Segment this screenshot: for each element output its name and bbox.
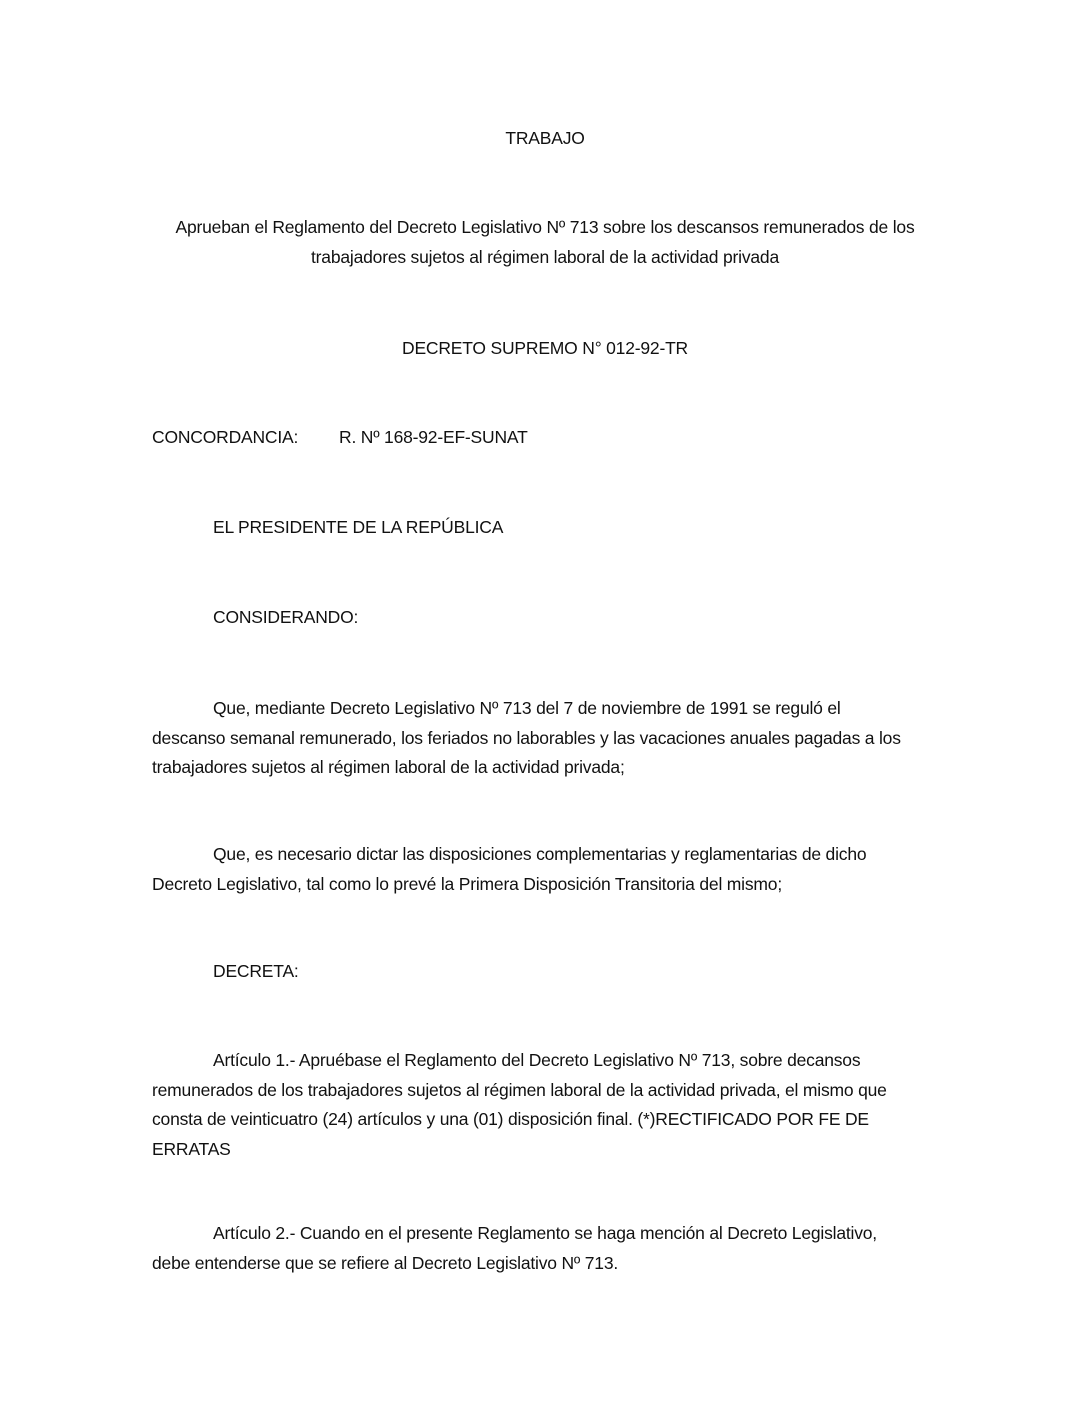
considerando-heading: CONSIDERANDO: [213, 607, 359, 627]
paragraph-line: Artículo 2.- Cuando en el presente Reglamento se haga mención al Decreto Legislativo, [213, 1223, 877, 1243]
paragraph-line: descanso semanal remunerado, los feriados no laborables y las vacaciones anuales pagadas a los [152, 727, 901, 748]
decree-number: DECRETO SUPREMO N° 012-92-TR [402, 338, 688, 358]
title-line: Aprueban el Reglamento del Decreto Legislativo Nº 713 sobre los descansos remunerados de los [175, 217, 915, 237]
considerando-paragraph-1 [152, 694, 952, 783]
articulo-1 [152, 1046, 952, 1164]
decreta-heading: DECRETA: [213, 961, 299, 981]
concordancia-label: CONCORDANCIA: [152, 427, 299, 447]
paragraph-line: remunerados de los trabajadores sujetos al régimen laboral de la actividad privada, el mismo que [152, 1079, 887, 1100]
president-heading: EL PRESIDENTE DE LA REPÚBLICA [213, 517, 504, 537]
articulo-2 [152, 1219, 952, 1278]
considerando-paragraph-2 [152, 840, 952, 899]
paragraph-line: ERRATAS [152, 1138, 231, 1159]
paragraph-line: Decreto Legislativo, tal como lo prevé la Primera Disposición Transitoria del mismo; [152, 873, 782, 894]
section-heading: TRABAJO [505, 128, 585, 148]
paragraph-line: Que, es necesario dictar las disposiciones complementarias y reglamentarias de dicho [213, 844, 867, 864]
paragraph-line: debe entenderse que se refiere al Decreto Legislativo Nº 713. [152, 1252, 619, 1273]
document-title [100, 213, 990, 272]
paragraph-line: trabajadores sujetos al régimen laboral de la actividad privada; [152, 757, 625, 777]
concordancia-value: R. Nº 168-92-EF-SUNAT [339, 427, 528, 447]
paragraph-line: Artículo 1.- Apruébase el Reglamento del Decreto Legislativo Nº 713, sobre decansos [213, 1050, 861, 1070]
paragraph-line: consta de veinticuatro (24) artículos y una (01) disposición final. (*)RECTIFICADO POR FE DE [152, 1109, 869, 1129]
title-line: trabajadores sujetos al régimen laboral de la actividad privada [311, 246, 779, 267]
paragraph-line: Que, mediante Decreto Legislativo Nº 713 del 7 de noviembre de 1991 se reguló el [213, 698, 841, 718]
